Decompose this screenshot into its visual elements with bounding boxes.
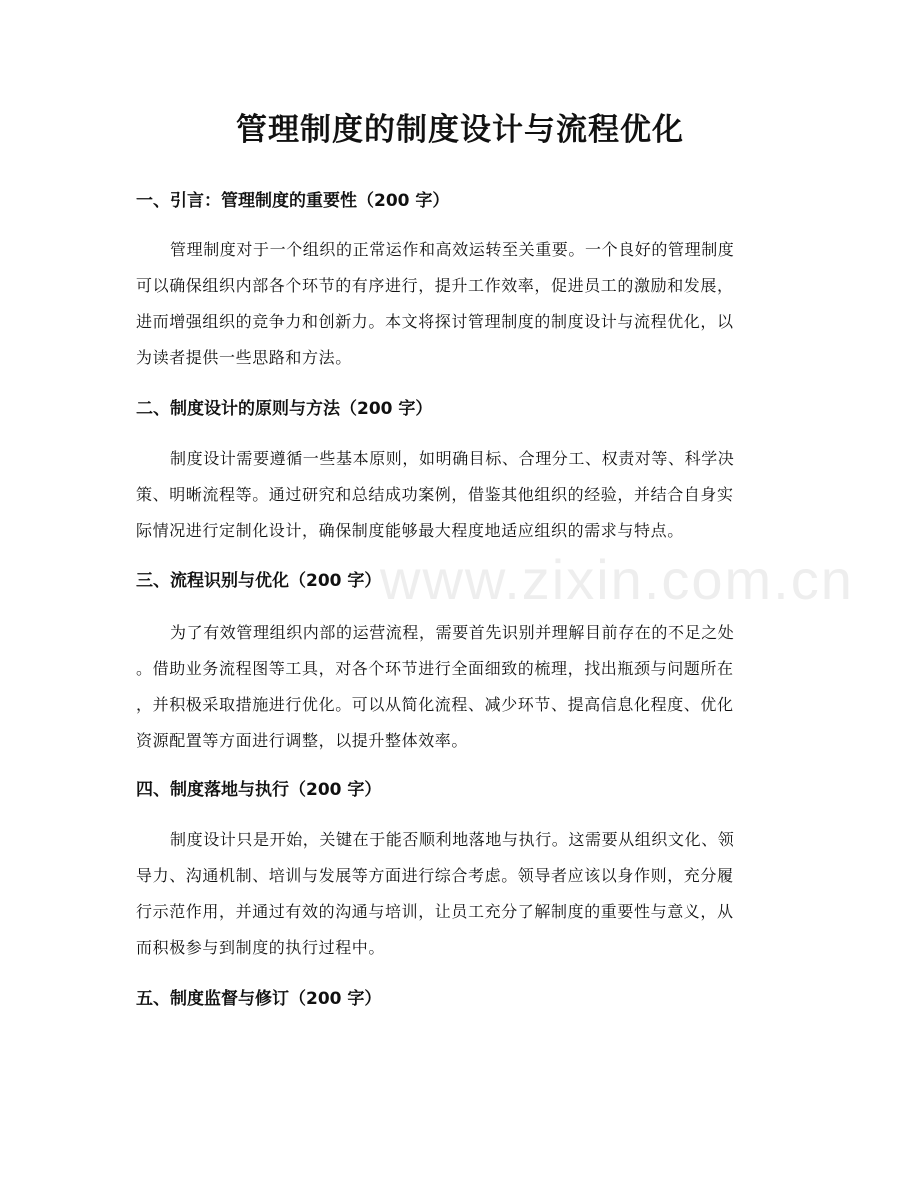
paragraph-line: 制度设计只是开始，关键在于能否顺利地落地与执行。这需要从组织文化、领 (170, 830, 735, 849)
paragraph-line: 资源配置等方面进行调整，以提升整体效率。 (136, 731, 469, 750)
paragraph-line: 为了有效管理组织内部的运营流程，需要首先识别并理解目前存在的不足之处 (170, 623, 735, 642)
section-paragraph-process-optimization (136, 615, 786, 759)
paragraph-line: 为读者提供一些思路和方法。 (136, 348, 352, 367)
section-heading-design-principles: 二、制度设计的原则与方法（200 字） (136, 399, 433, 419)
watermark: www.zixin.com.cn (380, 548, 854, 611)
paragraph-line: 可以确保组织内部各个环节的有序进行，提升工作效率，促进员工的激励和发展， (136, 276, 734, 295)
paragraph-line: 。借助业务流程图等工具，对各个环节进行全面细致的梳理，找出瓶颈与问题所在 (136, 659, 734, 678)
section-paragraph-implementation (136, 822, 786, 966)
section-heading-intro: 一、引言：管理制度的重要性（200 字） (136, 191, 450, 211)
section-paragraph-intro (136, 232, 786, 376)
paragraph-line: 制度设计需要遵循一些基本原则，如明确目标、合理分工、权责对等、科学决 (170, 449, 735, 468)
paragraph-line: 策、明晰流程等。通过研究和总结成功案例，借鉴其他组织的经验，并结合自身实 (136, 485, 734, 504)
paragraph-line: 际情况进行定制化设计，确保制度能够最大程度地适应组织的需求与特点。 (136, 521, 684, 540)
paragraph-line: 而积极参与到制度的执行过程中。 (136, 938, 386, 957)
paragraph-line: ，并积极采取措施进行优化。可以从简化流程、减少环节、提高信息化程度、优化 (136, 695, 734, 714)
paragraph-line: 进而增强组织的竞争力和创新力。本文将探讨管理制度的制度设计与流程优化，以 (136, 312, 734, 331)
paragraph-line: 导力、沟通机制、培训与发展等方面进行综合考虑。领导者应该以身作则，充分履 (136, 866, 734, 885)
section-heading-supervision: 五、制度监督与修订（200 字） (136, 989, 382, 1009)
paragraph-line: 管理制度对于一个组织的正常运作和高效运转至关重要。一个良好的管理制度 (170, 240, 735, 259)
section-heading-implementation: 四、制度落地与执行（200 字） (136, 780, 382, 800)
section-paragraph-design-principles (136, 441, 786, 549)
section-heading-process-optimization: 三、流程识别与优化（200 字） (136, 571, 382, 591)
paragraph-line: 行示范作用，并通过有效的沟通与培训，让员工充分了解制度的重要性与意义，从 (136, 902, 734, 921)
document-title: 管理制度的制度设计与流程优化 (236, 112, 684, 148)
